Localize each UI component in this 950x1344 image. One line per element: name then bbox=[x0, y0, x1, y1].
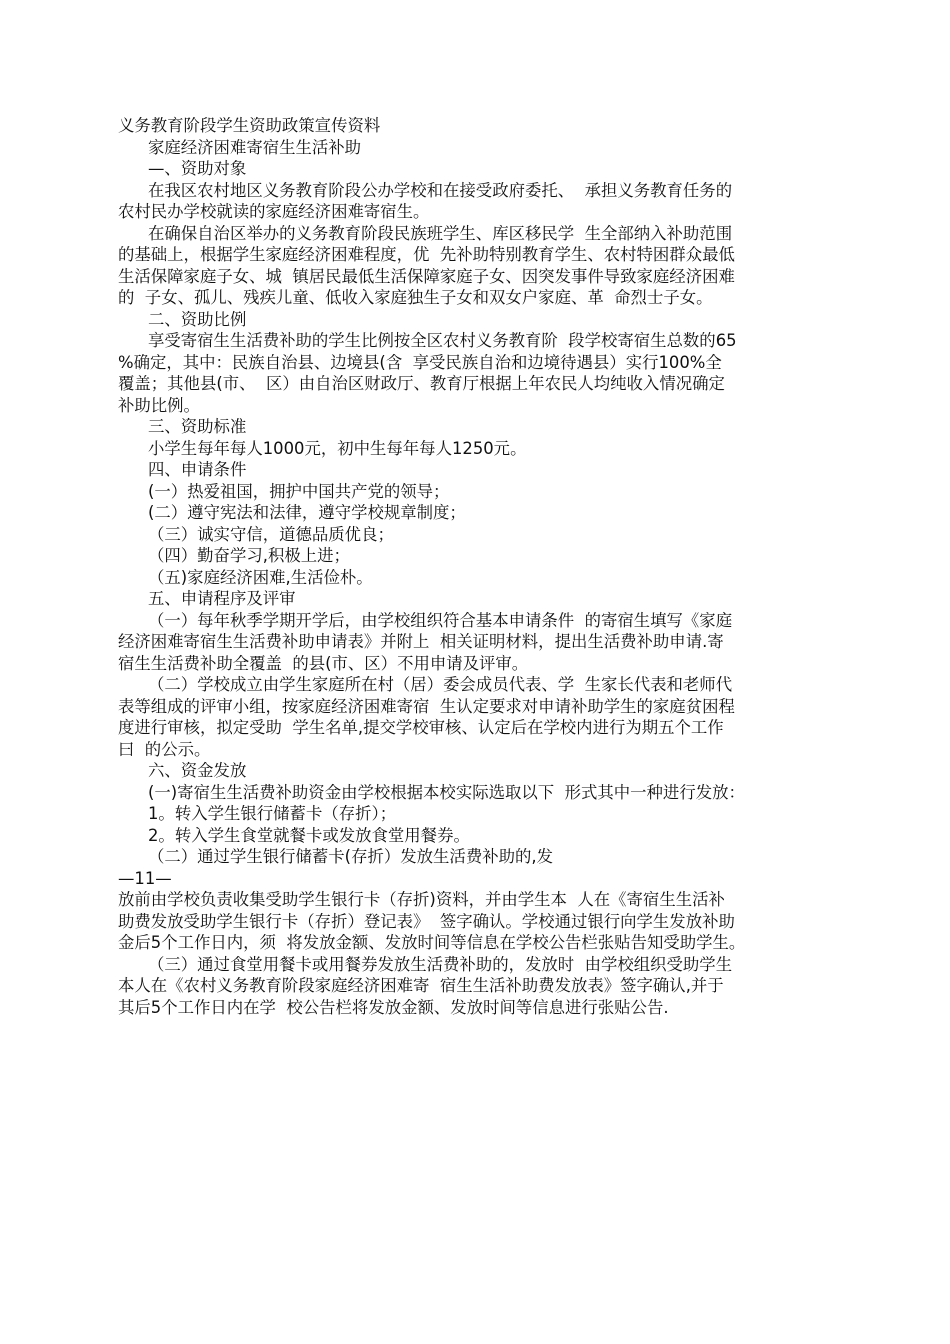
paragraph-line: 放前由学校负责收集受助学生银行卡（存折)资料，并由学生本 人在《寄宿生生活补 bbox=[118, 890, 725, 909]
paragraph-line: 的 子女、孤儿、残疾儿童、低收入家庭独生子女和双女户家庭、革 命烈士子女。 bbox=[118, 288, 713, 307]
list-item: （四）勤奋学习,积极上进； bbox=[148, 546, 350, 565]
list-item: 1。转入学生银行储蓄卡（存折）； bbox=[148, 804, 397, 823]
paragraph-line: 生活保障家庭子女、城 镇居民最低生活保障家庭子女、因突发事件导致家庭经济困难 bbox=[118, 266, 735, 286]
paragraph-line: 表等组成的评审小组，按家庭经济困难寄宿 生认定要求对申请补助学生的家庭贫困程 bbox=[118, 696, 735, 716]
paragraph-line: （二）学校成立由学生家庭所在村（居）委会成员代表、学 生家长代表和老师代 bbox=[148, 675, 733, 694]
paragraph-line: （一）每年秋季学期开学后，由学校组织符合基本申请条件 的寄宿生填写《家庭 bbox=[148, 610, 733, 630]
paragraph-line: 在我区农村地区义务教育阶段公办学校和在接受政府委托、 承担义务教育任务的 bbox=[148, 180, 733, 200]
paragraph-line: 小学生每年每人1000元，初中生每年每人1250元。 bbox=[148, 438, 527, 458]
paragraph-line: 覆盖；其他县(市、 区）由自治区财政厅、教育厅根据上年农民人均纯收入情况确定 bbox=[118, 374, 725, 393]
list-item: (二）遵守宪法和法律，遵守学校规章制度； bbox=[148, 503, 466, 522]
paragraph-line: 金后5个工作日内，须 将发放金额、发放时间等信息在学校公告栏张贴告知受助学生。 bbox=[118, 933, 746, 952]
section-heading: 三、资助标准 bbox=[148, 417, 247, 436]
list-item: （五)家庭经济困难,生活俭朴。 bbox=[148, 567, 373, 587]
paragraph-line: 曰 的公示。 bbox=[118, 739, 211, 759]
paragraph-line: 助费发放受助学生银行卡（存折）登记表》 签字确认。学校通过银行向学生发放补助 bbox=[118, 911, 735, 931]
section-heading: 家庭经济困难寄宿生生活补助 bbox=[148, 137, 362, 157]
paragraph-line: 其后5个工作日内在学 校公告栏将发放金额、发放时间等信息进行张贴公告. bbox=[118, 997, 669, 1017]
paragraph-line: 享受寄宿生生活费补助的学生比例按全区农村义务教育阶 段学校寄宿生总数的65 bbox=[148, 331, 737, 350]
paragraph-line: (一)寄宿生生活费补助资金由学校根据本校实际选取以下 形式其中一种进行发放： bbox=[148, 782, 745, 802]
section-heading: 六、资金发放 bbox=[148, 761, 247, 780]
list-item: （三）诚实守信，道德品质优良； bbox=[148, 524, 394, 544]
paragraph-line: %确定，其中：民族自治县、边境县(含 享受民族自治和边境待遇县）实行100%全 bbox=[118, 352, 722, 372]
document-page bbox=[118, 115, 840, 1018]
paragraph-line: （二）通过学生银行储蓄卡(存折）发放生活费补助的,发 bbox=[148, 847, 553, 866]
document-title: 义务教育阶段学生资助政策宣传资料 bbox=[118, 116, 381, 135]
list-item: (一）热爱祖国，拥护中国共产党的领导； bbox=[148, 481, 450, 501]
paragraph-line: 的基础上，根据学生家庭经济困难程度，优 先补助特别教育学生、农村特困群众最低 bbox=[118, 245, 735, 264]
list-item: 2。转入学生食堂就餐卡或发放食堂用餐券。 bbox=[148, 825, 470, 845]
paragraph-line: 在确保自治区举办的义务教育阶段民族班学生、库区移民学 生全部纳入补助范围 bbox=[148, 223, 733, 243]
paragraph-line: 度进行审核，拟定受助 学生名单,提交学校审核、认定后在学校内进行为期五个工作 bbox=[118, 718, 724, 737]
paragraph-line: 本人在《农村义务教育阶段家庭经济困难寄 宿生生活补助费发放表》签字确认,并于 bbox=[118, 976, 724, 995]
paragraph-line: 补助比例。 bbox=[118, 395, 200, 415]
section-heading: 二、资助比例 bbox=[148, 309, 247, 329]
page-number: —11— bbox=[118, 868, 172, 888]
paragraph-line: 宿生生活费补助全覆盖 的县(市、区）不用申请及评审。 bbox=[118, 653, 529, 673]
section-heading: —、资助对象 bbox=[148, 159, 247, 178]
section-heading: 五、申请程序及评审 bbox=[148, 589, 296, 608]
paragraph-line: （三）通过食堂用餐卡或用餐券发放生活费补助的，发放时 由学校组织受助学生 bbox=[148, 954, 733, 974]
paragraph-line: 经济困难寄宿生生活费补助申请表》并附上 相关证明材料，提出生活费补助申请.寄 bbox=[118, 632, 724, 651]
paragraph-line: 农村民办学校就读的家庭经济困难寄宿生。 bbox=[118, 202, 430, 221]
section-heading: 四、申请条件 bbox=[148, 460, 247, 479]
